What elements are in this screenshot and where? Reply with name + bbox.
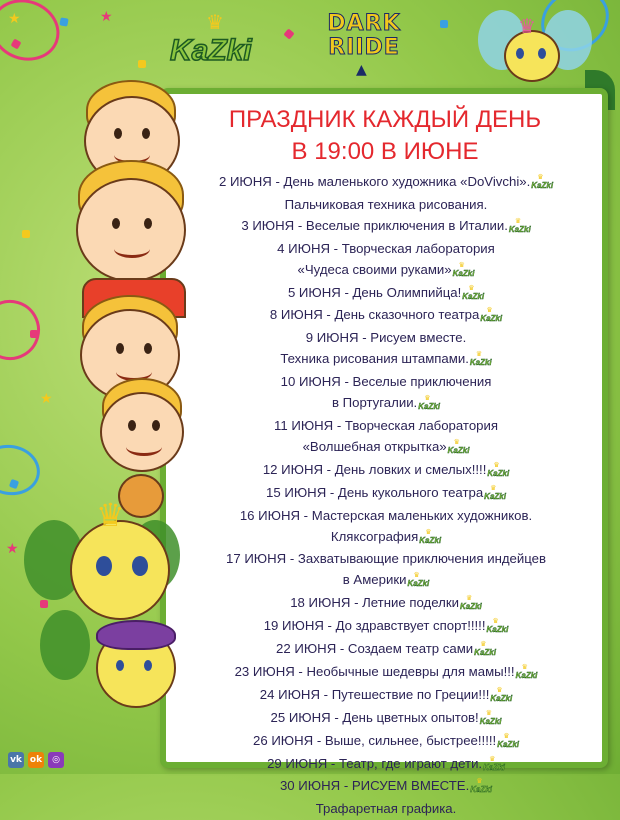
odnoklassniki-icon[interactable]: ok [28, 752, 44, 768]
fairy-illustration [40, 600, 170, 720]
kazki-mini-logo: ♛ KaZki [460, 597, 482, 618]
kazki-mini-logo: ♛ KaZki [497, 735, 519, 756]
event-line [172, 506, 600, 527]
event-line [172, 570, 600, 593]
fairy-icon: ♛ [206, 12, 224, 34]
dark-ride-logo-top: DARK [327, 11, 401, 36]
title-line-1: ПРАЗДНИК КАЖДЫЙ ДЕНЬ [228, 106, 542, 133]
kazki-mini-logo: ♛ KaZki [487, 620, 509, 641]
kazki-mini-logo: ♛ KaZki [490, 689, 512, 710]
confetti [22, 230, 30, 238]
event-line [172, 172, 600, 195]
event-line [172, 328, 600, 349]
page-title [175, 104, 595, 168]
event-line [172, 260, 600, 283]
event-line [172, 593, 600, 616]
star-icon: ★ [8, 10, 21, 26]
title-line-2: В 19:00 В ИЮНЕ [291, 138, 479, 165]
kid-illustration [98, 378, 188, 478]
event-text: в Португалии. [331, 395, 418, 411]
confetti [138, 60, 146, 68]
confetti [59, 17, 68, 26]
event-line [172, 437, 600, 460]
kazki-mini-logo: ♛ KaZki [474, 643, 496, 664]
kazki-mini-logo: ♛ KaZki [470, 780, 492, 801]
event-text: 16 ИЮНЯ - Мастерская маленьких художников. [239, 507, 533, 523]
event-text: 8 ИЮНЯ - День сказочного театра [269, 307, 480, 323]
event-text: 18 ИЮНЯ - Летние поделки [290, 595, 459, 611]
event-line [172, 639, 600, 662]
kazki-mini-logo: ♛ KaZki [407, 574, 429, 595]
kazki-mini-logo: ♛ KaZki [418, 397, 440, 418]
event-line [172, 239, 600, 260]
event-text: «Чудеса своими руками» [297, 261, 452, 277]
event-text: 15 ИЮНЯ - День кукольного театра [266, 484, 484, 500]
event-text: 2 ИЮНЯ - День маленького художника «DoVivchi». [218, 174, 531, 189]
event-text: Пальчиковая техника рисования. [284, 196, 488, 212]
event-line [172, 731, 600, 754]
event-line [172, 216, 600, 239]
kazki-mini-logo: ♛ KaZki [453, 264, 475, 285]
kazki-mini-logo: ♛ KaZki [516, 666, 538, 687]
kazki-mini-logo: ♛ KaZki [448, 441, 470, 462]
kazki-mini-logo: ♛ KaZki [480, 309, 502, 330]
event-text: 23 ИЮНЯ - Необычные шедевры для мамы!!! [234, 663, 515, 679]
event-text: 11 ИЮНЯ - Творческая лаборатория [274, 417, 498, 433]
kazki-mini-logo: ♛ KaZki [509, 220, 531, 241]
event-line [172, 685, 600, 708]
triangle-icon: ▲ [356, 62, 367, 78]
kazki-mini-logo: ♛ KaZki [470, 353, 492, 374]
event-text: в Америки [342, 572, 407, 588]
kazki-mini-logo: ♛ KaZki [484, 487, 506, 508]
kazki-logo [170, 10, 270, 78]
streamer [0, 440, 44, 500]
social-icons [8, 752, 64, 768]
star-icon: ★ [6, 540, 19, 556]
event-line [172, 416, 600, 437]
dark-ride-logo-bottom: RIIDE [328, 35, 400, 60]
confetti [283, 28, 294, 39]
event-text: 19 ИЮНЯ - До здравствует спорт!!!!! [263, 618, 486, 634]
event-text: 12 ИЮНЯ - День ловких и смелых!!!! [262, 461, 487, 477]
event-line [172, 754, 600, 777]
event-line [172, 460, 600, 483]
event-line [172, 708, 600, 731]
star-icon: ★ [40, 390, 53, 406]
kazki-mini-logo: ♛ KaZki [531, 176, 553, 197]
event-text: 24 ИЮНЯ - Путешествие по Греции!!! [259, 686, 490, 702]
star-icon: ★ [100, 8, 113, 24]
event-text: 9 ИЮНЯ - Рисуем вместе. [305, 330, 467, 346]
event-line [172, 393, 600, 416]
event-line [172, 616, 600, 639]
event-line [172, 776, 600, 799]
event-text: 26 ИЮНЯ - Выше, сильнее, быстрее!!!!! [252, 732, 497, 748]
event-text: 30 ИЮНЯ - РИСУЕМ ВМЕСТЕ. [279, 778, 470, 794]
event-line [172, 549, 600, 570]
kazki-mini-logo: ♛ KaZki [462, 287, 484, 308]
event-text: 10 ИЮНЯ - Веселые приключения [280, 374, 492, 390]
event-text: 17 ИЮНЯ - Захватывающие приключения индейцев [225, 551, 546, 567]
event-text: 3 ИЮНЯ - Веселые приключения в Италии. [241, 217, 508, 233]
confetti [440, 20, 448, 28]
event-text: 4 ИЮНЯ - Творческая лаборатория [277, 240, 495, 256]
event-text: Кляксография [330, 528, 419, 544]
event-text: 25 ИЮНЯ - День цветных опытов! [270, 709, 479, 725]
kazki-logo-text: KaZki [170, 34, 252, 67]
event-text: 5 ИЮНЯ - День Олимпийца! [287, 284, 462, 300]
kazki-mini-logo: ♛ KaZki [483, 758, 505, 779]
kazki-mini-logo: ♛ KaZki [419, 531, 441, 552]
event-line [172, 662, 600, 685]
event-line [172, 527, 600, 550]
event-line [172, 372, 600, 393]
event-line [172, 349, 600, 372]
kid-illustration [72, 160, 192, 310]
instagram-icon[interactable]: ◎ [48, 752, 64, 768]
event-line [172, 799, 600, 820]
vk-icon[interactable]: vk [8, 752, 24, 768]
events-list [172, 172, 600, 820]
event-line [172, 283, 600, 306]
kazki-mini-logo: ♛ KaZki [487, 464, 509, 485]
event-text: 29 ИЮНЯ - Театр, где играют дети. [267, 755, 483, 771]
event-line [172, 305, 600, 328]
event-text: Техника рисования штампами. [280, 351, 469, 367]
fairy-illustration: ♛ [478, 10, 588, 90]
dark-ride-logo [318, 12, 410, 80]
event-line [172, 195, 600, 216]
fairy-illustration: ♛ [10, 500, 180, 630]
streamer [0, 289, 51, 371]
event-text: «Волшебная открытка» [302, 438, 447, 454]
event-text: Трафаретная графика. [315, 801, 457, 817]
event-text: 22 ИЮНЯ - Создаем театр сами [276, 641, 474, 657]
kazki-mini-logo: ♛ KaZki [480, 712, 502, 733]
event-line [172, 483, 600, 506]
